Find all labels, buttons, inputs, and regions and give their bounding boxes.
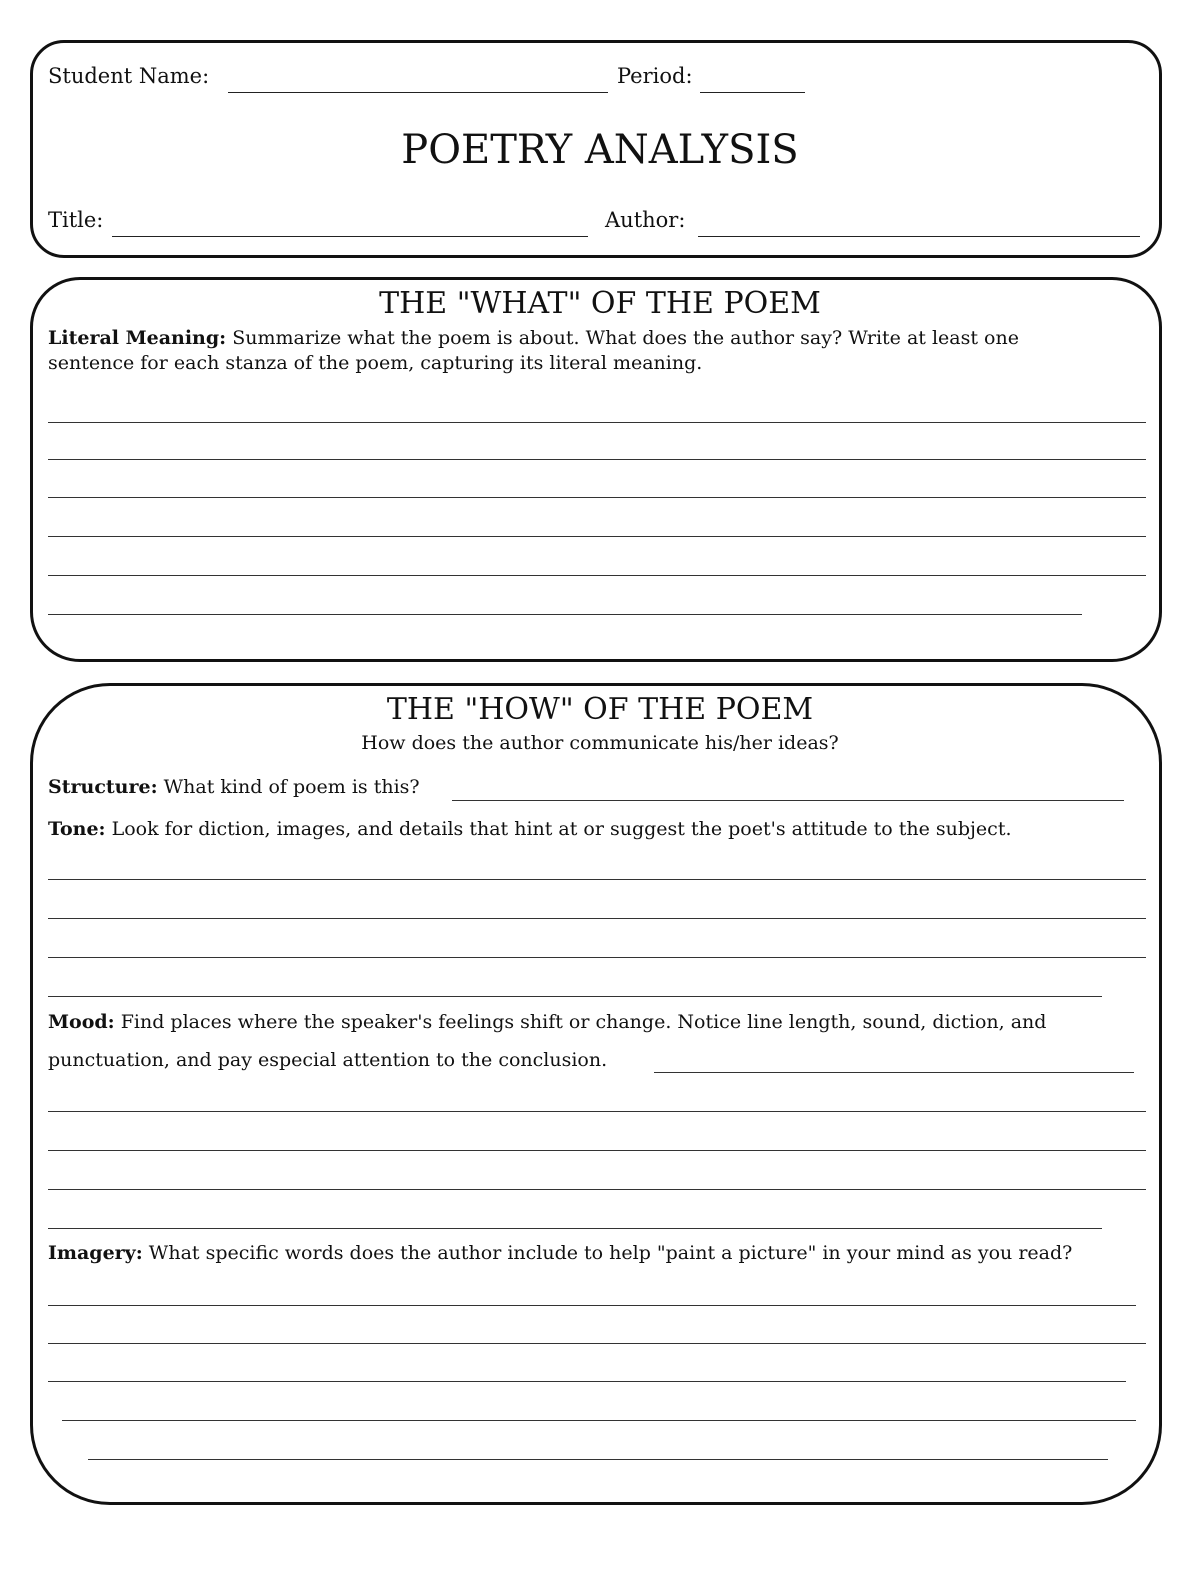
tone-prompt-text: Look for diction, images, and details that hint at or suggest the poet's attitude to the subject.: [111, 818, 1012, 840]
structure-label: Structure:: [48, 776, 158, 798]
structure-prompt-text: What kind of poem is this?: [163, 776, 420, 798]
page-title: POETRY ANALYSIS: [401, 127, 799, 173]
imagery-prompt-text: What specific words does the author include to help "paint a picture" in your mind as you read?: [148, 1242, 1073, 1264]
mood-answer-line[interactable]: [654, 1072, 1134, 1073]
mood-answer-line[interactable]: [48, 1111, 1146, 1112]
title-label: Title:: [48, 208, 104, 232]
imagery-answer-line[interactable]: [48, 1381, 1126, 1382]
student-name-field[interactable]: [228, 92, 608, 93]
tone-answer-line[interactable]: [48, 957, 1146, 958]
mood-prompt-line1: Find places where the speaker's feelings shift or change. Notice line length, sound, diction, and: [120, 1011, 1047, 1033]
mood-prompt: [48, 1011, 1046, 1034]
imagery-answer-line[interactable]: [88, 1459, 1108, 1460]
literal-meaning-prompt-line1: Summarize what the poem is about. What does the author say? Write at least one: [232, 327, 1019, 349]
literal-answer-line[interactable]: [48, 614, 1082, 615]
literal-answer-line[interactable]: [48, 536, 1146, 537]
tone-label: Tone:: [48, 818, 106, 840]
literal-meaning-prompt: [48, 327, 1019, 350]
literal-answer-line[interactable]: [48, 459, 1146, 460]
literal-answer-line[interactable]: [48, 422, 1146, 423]
mood-prompt-line2: punctuation, and pay especial attention to the conclusion.: [48, 1049, 608, 1071]
structure-answer-line[interactable]: [452, 800, 1124, 801]
tone-answer-line[interactable]: [48, 879, 1146, 880]
literal-meaning-prompt-line2: sentence for each stanza of the poem, capturing its literal meaning.: [48, 352, 703, 374]
imagery-answer-line[interactable]: [62, 1420, 1136, 1421]
literal-answer-line[interactable]: [48, 497, 1146, 498]
how-section-heading: THE "HOW" OF THE POEM: [386, 692, 814, 727]
imagery-prompt: [48, 1242, 1072, 1265]
mood-label: Mood:: [48, 1011, 115, 1033]
author-label: Author:: [605, 208, 686, 232]
mood-answer-line[interactable]: [48, 1150, 1146, 1151]
imagery-label: Imagery:: [48, 1242, 143, 1264]
structure-prompt: [48, 776, 420, 799]
imagery-answer-line[interactable]: [48, 1305, 1136, 1306]
mood-answer-line[interactable]: [48, 1228, 1102, 1229]
imagery-answer-line[interactable]: [48, 1343, 1146, 1344]
period-label: Period:: [617, 64, 693, 88]
student-name-label: Student Name:: [48, 64, 210, 88]
literal-answer-line[interactable]: [48, 575, 1146, 576]
mood-answer-line[interactable]: [48, 1189, 1146, 1190]
period-field[interactable]: [700, 92, 805, 93]
tone-answer-line[interactable]: [48, 918, 1146, 919]
author-field[interactable]: [698, 236, 1140, 237]
poem-title-field[interactable]: [112, 236, 588, 237]
how-section-subheading: How does the author communicate his/her ideas?: [361, 732, 839, 754]
tone-answer-line[interactable]: [48, 996, 1102, 997]
what-section-heading: THE "WHAT" OF THE POEM: [379, 286, 821, 321]
literal-meaning-label: Literal Meaning:: [48, 327, 227, 349]
tone-prompt: [48, 818, 1012, 841]
